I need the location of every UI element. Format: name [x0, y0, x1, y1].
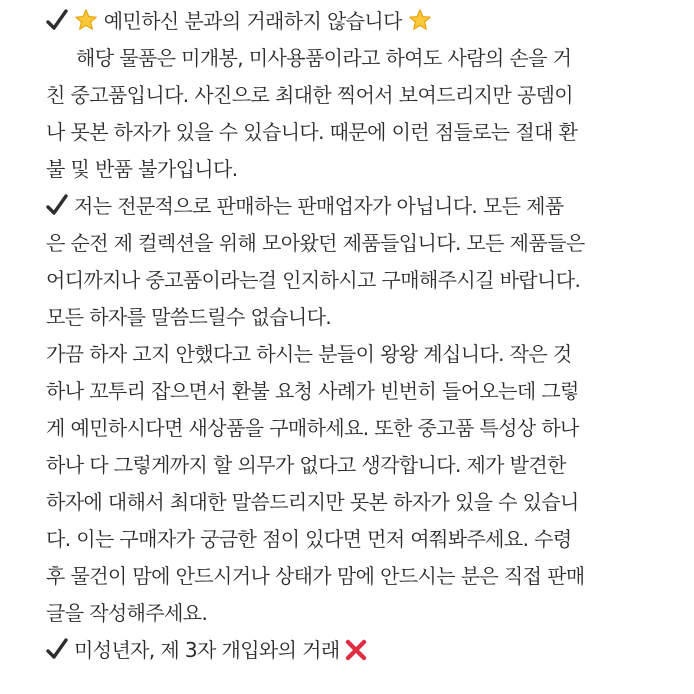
star-icon [74, 8, 98, 32]
body-line: 은 순전 제 컬렉션을 위해 모아왔던 제품들입니다. 모든 제품들은 [46, 231, 585, 255]
notice-item-text: 저는 전문적으로 판매하는 판매업자가 아닙니다. 모든 제품 [74, 194, 564, 218]
notice-heading-line [46, 8, 432, 34]
body-line: 하자에 대해서 최대한 말씀드리지만 못본 하자가 있을 수 있습니 [46, 490, 579, 514]
notice-item-text: 미성년자, 제 3자 개입와의 거래 [74, 638, 340, 662]
notice-heading-text: 예민하신 분과의 거래하지 않습니다 [103, 9, 402, 33]
body-line: 하나 다 그렇게까지 할 의무가 없다고 생각합니다. 제가 발견한 [46, 453, 566, 477]
body-line: 가끔 하자 고지 안했다고 하시는 분들이 왕왕 계십니다. 작은 것 [46, 342, 572, 366]
body-line: 후 물건이 맘에 안드시거나 상태가 맘에 안드시는 분은 직접 판매 [46, 564, 585, 588]
body-line: 게 예민하시다면 새상품을 구매하세요. 또한 중고품 특성상 하나 [46, 416, 579, 440]
body-line: 모든 하자를 말씀드릴수 없습니다. [46, 305, 332, 329]
body-line: 친 중고품입니다. 사진으로 최대한 찍어서 보여드리지만 공뎀이 [46, 83, 574, 107]
body-line: 글을 작성해주세요. [46, 601, 208, 625]
body-line: 하나 꼬투리 잡으면서 환불 요청 사례가 빈번히 들어오는데 그렇 [46, 379, 579, 403]
body-line: 불 및 반품 불가입니다. [46, 157, 238, 181]
notice-item-line [46, 193, 564, 219]
star-icon [408, 8, 432, 32]
check-mark-icon [46, 193, 68, 217]
cross-mark-icon [344, 638, 368, 662]
body-line: 나 못본 하자가 있을 수 있습니다. 때문에 이런 점들로는 절대 환 [46, 120, 578, 144]
body-line: 해당 물품은 미개봉, 미사용품이라고 하여도 사람의 손을 거 [76, 46, 572, 70]
check-mark-icon [46, 8, 68, 32]
notice-item-line [46, 637, 368, 663]
body-line: 다. 이는 구매자가 궁금한 점이 있다면 먼저 여쭤봐주세요. 수령 [46, 527, 572, 551]
body-line: 어디까지나 중고품이라는걸 인지하시고 구매해주시길 바랍니다. [46, 268, 581, 292]
check-mark-icon [46, 637, 68, 661]
